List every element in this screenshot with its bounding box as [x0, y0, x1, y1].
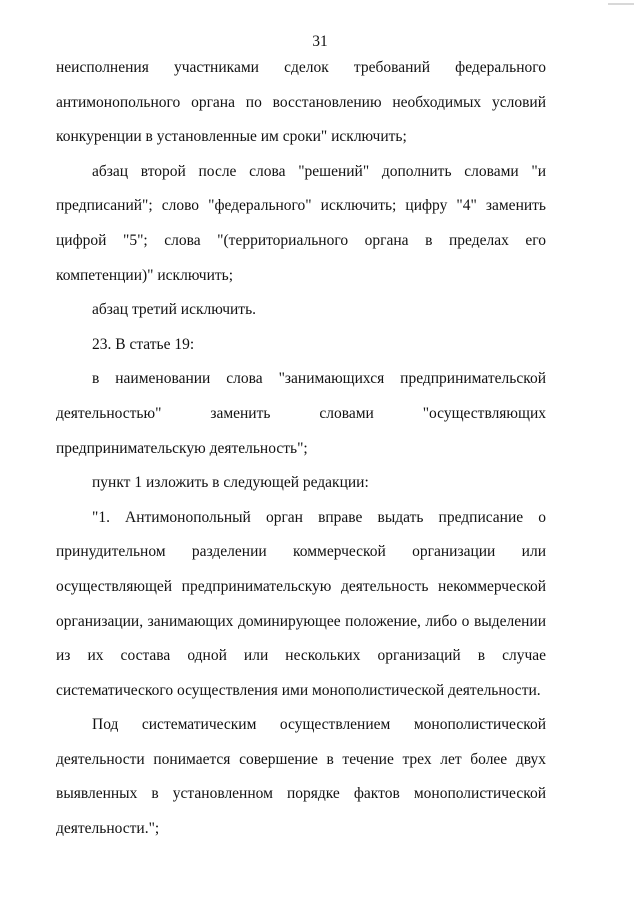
- text-line: Под систематическим осуществлением монополистической: [92, 716, 546, 734]
- text-line: осуществляющей предпринимательскую деятельность некоммерческой: [56, 577, 546, 595]
- text-line: предпринимательскую деятельность";: [56, 439, 308, 457]
- text-line: абзац третий исключить.: [92, 301, 257, 319]
- text-line: антимонопольного органа по восстановлению необходимых условий: [56, 93, 546, 111]
- text-line: компетенции)" исключить;: [56, 266, 234, 284]
- text-line: деятельности понимается совершение в течение трех лет более двух: [56, 750, 546, 768]
- text-line: принудительном разделении коммерческой организации или: [56, 543, 546, 561]
- text-line: предписаний"; слово "федерального" исключить; цифру "4" заменить: [56, 197, 546, 215]
- text-line: в наименовании слова "занимающихся предпринимательской: [92, 370, 546, 388]
- text-line: цифрой "5"; слова "(территориального органа в пределах его: [56, 231, 546, 249]
- text-line: абзац второй после слова "решений" дополнить словами "и: [92, 162, 546, 180]
- text-line: 23. В статье 19:: [92, 335, 195, 353]
- page-number: 31: [312, 33, 328, 50]
- text-line: выявленных в установленном порядке фактов монополистической: [56, 785, 546, 803]
- document-body: [56, 56, 546, 852]
- text-line: конкуренции в установленные им сроки" исключить;: [56, 128, 407, 146]
- text-line: организации, занимающих доминирующее положение, либо о выделении: [56, 612, 546, 630]
- text-line: неисполнения участниками сделок требований федерального: [56, 59, 546, 76]
- text-line: "1. Антимонопольный орган вправе выдать предписание о: [92, 508, 546, 526]
- text-line: деятельности.";: [56, 820, 160, 838]
- text-line: пункт 1 изложить в следующей редакции:: [92, 474, 369, 492]
- text-line: из их состава одной или нескольких организаций в случае: [56, 647, 546, 665]
- scan-corner-mark: [608, 3, 634, 5]
- text-line: систематического осуществления ими монополистической деятельности.: [56, 681, 541, 699]
- text-line: деятельностью" заменить словами "осуществляющих: [56, 404, 546, 422]
